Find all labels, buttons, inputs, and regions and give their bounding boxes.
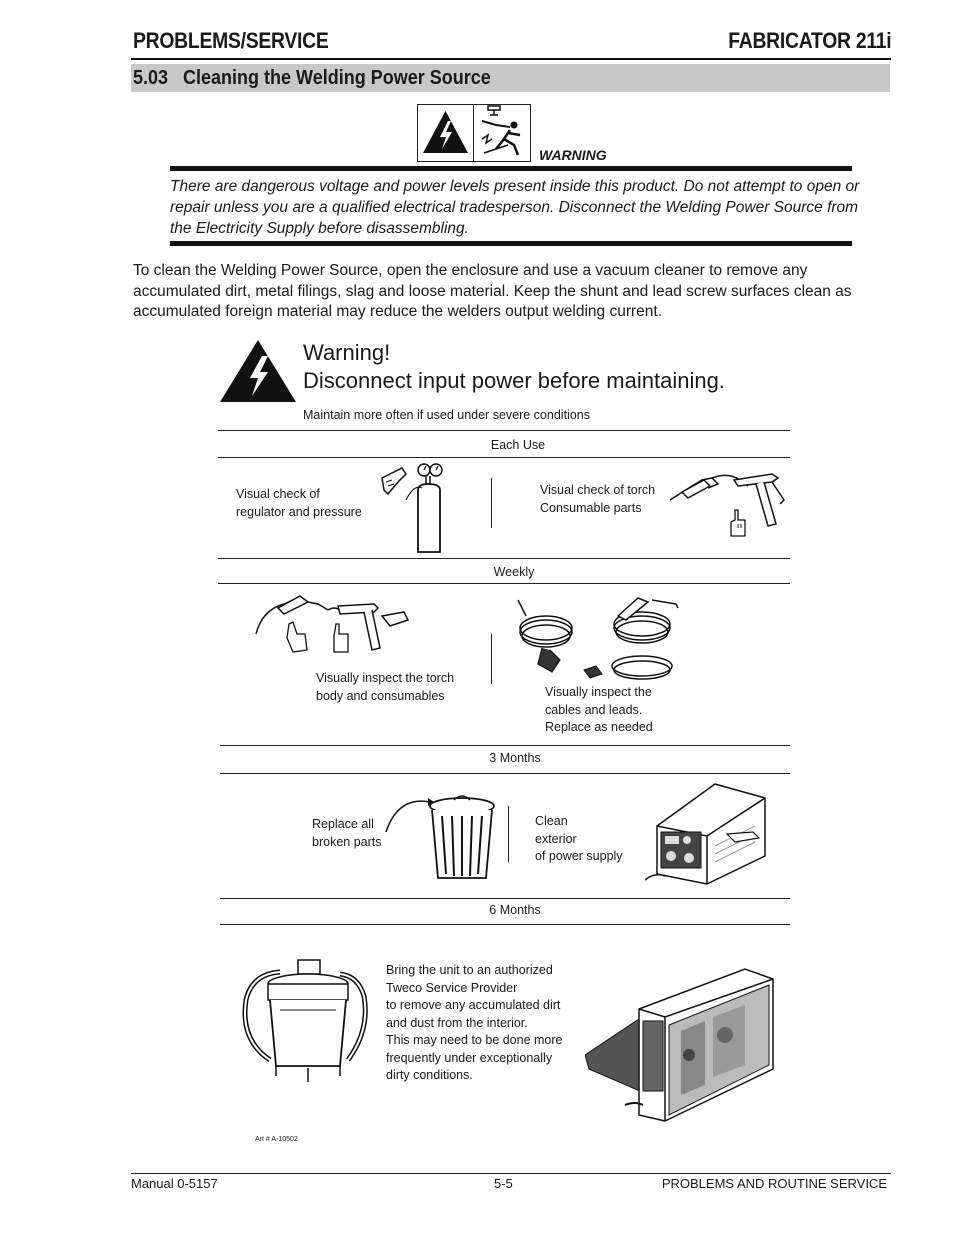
divider	[218, 457, 790, 458]
section-six-months: 6 Months	[489, 903, 541, 917]
footer-manual: Manual 0-5157	[131, 1176, 218, 1191]
column-separator	[491, 634, 492, 684]
caption-torch-consumables: Visual check of torch Consumable parts	[540, 483, 656, 515]
caption-regulator: Visual check of regulator and pressure	[236, 487, 362, 519]
divider	[218, 558, 790, 559]
header-rule	[131, 58, 891, 60]
section-title: 5.03 Cleaning the Welding Power Source	[133, 67, 491, 89]
caption-clean-exterior: Clean exterior of power supply	[535, 814, 623, 863]
warning-text: There are dangerous voltage and power levels present inside this product. Do not attempt to open or repair unless you are a qualified electrical tradesperson. Disconnect the Welding Power Source from the Electricity Supply before disassembling.	[170, 178, 860, 237]
gas-cylinder-regulator-icon	[378, 460, 448, 560]
caption-broken-parts: Replace all broken parts	[312, 817, 382, 849]
caption-service-provider: Bring the unit to an authorized Tweco Service Provider to remove any accumulated dirt and dust from the interior. This may need to be done more frequently under exceptionally dirty conditions.	[386, 963, 563, 1082]
column-separator	[508, 806, 509, 862]
section-three-months: 3 Months	[489, 751, 541, 765]
caption-torch-body: Visually inspect the torch body and consumables	[316, 671, 455, 703]
running-header-left: PROBLEMS/SERVICE	[133, 28, 329, 53]
divider	[220, 745, 790, 746]
disconnect-warning-line1: Warning!	[303, 340, 391, 365]
power-supply-icon	[585, 965, 780, 1130]
trash-can-icon	[382, 790, 502, 889]
caption-cables: Visually inspect the cables and leads. Replace as needed	[545, 685, 653, 734]
art-number: Art # A-10502	[255, 1136, 298, 1143]
footer-rule	[131, 1173, 891, 1174]
cleaning-instructions: To clean the Welding Power Source, open the enclosure and use a vacuum cleaner to remove any accumulated dirt, metal filings, slag and loose material. Keep the shunt and lead screw surfaces clean as accumulated foreign material may reduce the welders output welding current.	[133, 262, 852, 320]
column-separator	[491, 478, 492, 528]
electric-shock-person-icon	[474, 105, 529, 161]
divider	[220, 924, 790, 925]
section-each-use: Each Use	[490, 438, 546, 452]
section-weekly: Weekly	[493, 565, 535, 579]
vacuum-cleaner-icon	[240, 950, 380, 1095]
pointing-hand-icon	[729, 508, 749, 543]
divider	[220, 773, 790, 774]
warning-rule-bottom	[170, 241, 852, 246]
divider	[218, 583, 790, 584]
cable-coil-icon	[512, 590, 692, 685]
footer-section: PROBLEMS AND ROUTINE SERVICE	[661, 1176, 887, 1191]
disconnect-warning-line2: Disconnect input power before maintaining.	[303, 368, 725, 393]
power-supply-icon	[645, 776, 775, 893]
running-header-right: FABRICATOR 211i	[727, 28, 891, 53]
footer-page-number: 5-5	[494, 1176, 513, 1191]
pointing-hand-icon	[285, 620, 309, 659]
warning-pictogram	[417, 104, 531, 162]
pointing-hand-icon	[330, 622, 352, 659]
maintenance-note: Maintain more often if used under severe conditions	[303, 408, 590, 422]
disconnect-warning	[303, 339, 725, 395]
high-voltage-triangle-icon	[418, 105, 474, 161]
warning-rule-top	[170, 166, 852, 171]
divider	[218, 430, 790, 431]
divider	[220, 898, 790, 899]
warning-label: WARNING	[539, 147, 607, 163]
high-voltage-triangle-icon	[218, 338, 298, 409]
